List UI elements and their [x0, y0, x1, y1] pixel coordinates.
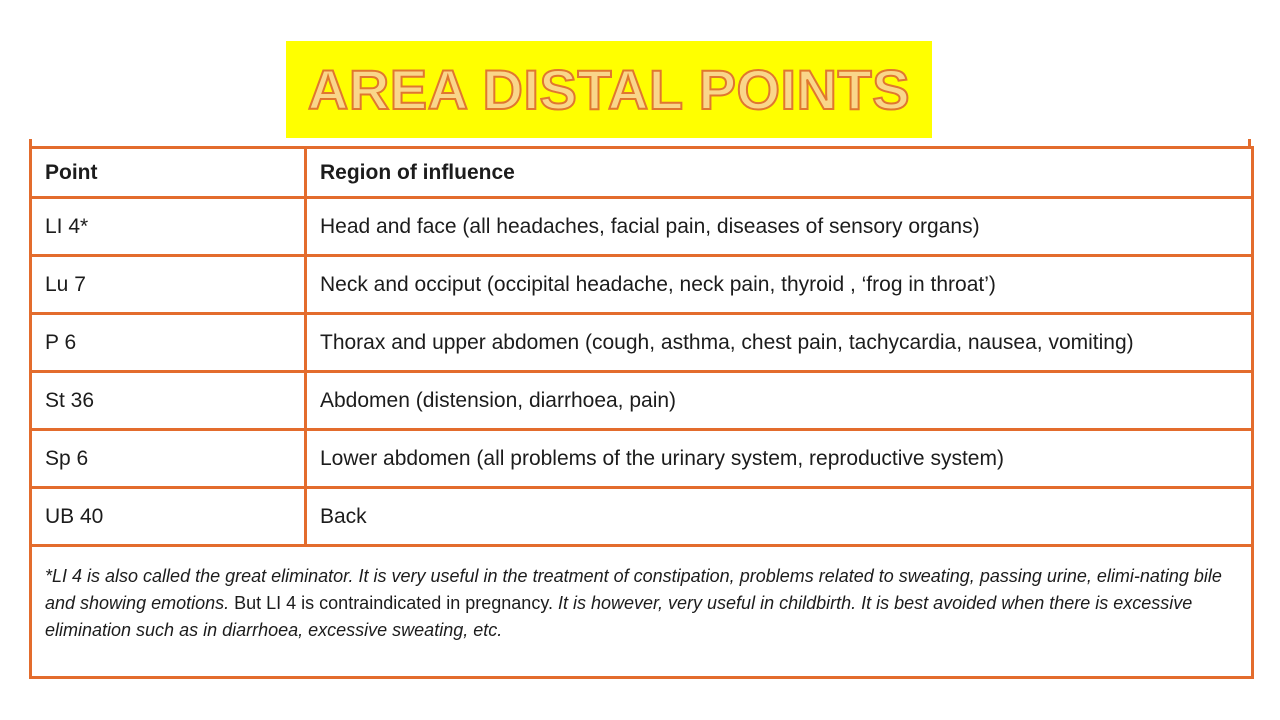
header-point: Point	[31, 148, 306, 198]
cell-region: Back	[306, 488, 1253, 546]
cell-point: Sp 6	[31, 430, 306, 488]
points-table-container	[29, 146, 1251, 670]
footnote-text-1: *LI 4 is also called the great eliminator. It is very useful in the treatment of constipation, problems related to sweating, passing urine, elimi-nating bile and showing emotions.	[45, 566, 1222, 613]
table-row	[31, 256, 1253, 314]
table-row	[31, 198, 1253, 256]
footnote-text-3: It is however, very useful in childbirth. It is best avoided when there is excessive elimination such as in diarrhoea, excessive sweating, etc.	[45, 593, 1193, 640]
footnote-cell	[31, 546, 1253, 678]
table-row	[31, 314, 1253, 372]
cell-region: Neck and occiput (occipital headache, neck pain, thyroid , ‘frog in throat’)	[306, 256, 1253, 314]
cell-point: UB 40	[31, 488, 306, 546]
header-region: Region of influence	[306, 148, 1253, 198]
table-row	[31, 430, 1253, 488]
table-row	[31, 488, 1253, 546]
cell-region: Lower abdomen (all problems of the urinary system, reproductive system)	[306, 430, 1253, 488]
cell-point: P 6	[31, 314, 306, 372]
points-table	[29, 146, 1254, 679]
cell-region: Head and face (all headaches, facial pain, diseases of sensory organs)	[306, 198, 1253, 256]
table-header-row	[31, 148, 1253, 198]
table-row	[31, 372, 1253, 430]
title-banner	[286, 41, 932, 138]
footnote-row	[31, 546, 1253, 678]
footnote-text-2: But LI 4 is contraindicated in pregnancy.	[229, 593, 553, 613]
cell-region: Thorax and upper abdomen (cough, asthma, chest pain, tachycardia, nausea, vomiting)	[306, 314, 1253, 372]
cell-point: St 36	[31, 372, 306, 430]
cell-point: Lu 7	[31, 256, 306, 314]
cell-region: Abdomen (distension, diarrhoea, pain)	[306, 372, 1253, 430]
page-title: AREA DISTAL POINTS	[307, 58, 911, 121]
cell-point: LI 4*	[31, 198, 306, 256]
